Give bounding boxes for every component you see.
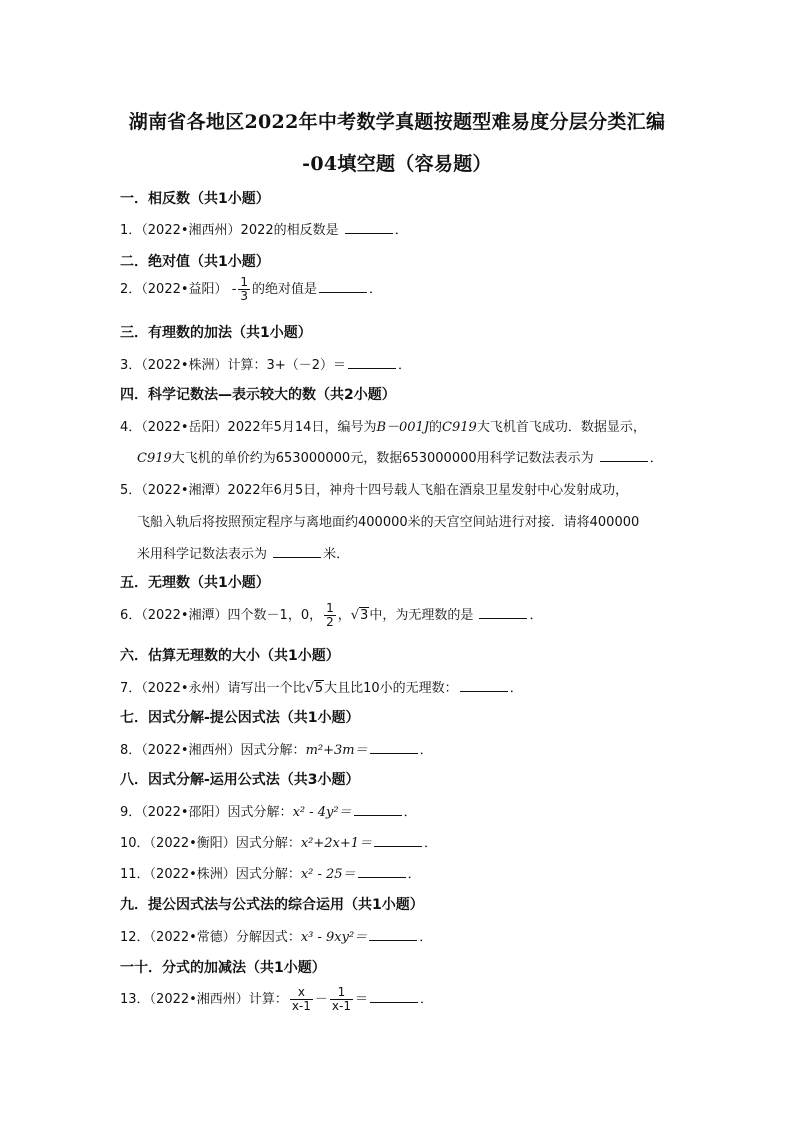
document-title-line1: 湖南省各地区2022年中考数学真题按题型难易度分层分类汇编 xyxy=(128,111,666,133)
separator: ， xyxy=(337,608,351,623)
question-source: （2022•湘西州） xyxy=(149,992,249,1007)
question-text: 因式分解： xyxy=(240,743,306,758)
plane-model: C919 xyxy=(137,451,172,466)
question-text: 因式分解： xyxy=(235,836,301,851)
question-text: 大且比10小的无理数： xyxy=(324,681,458,696)
question-10 xyxy=(120,832,437,851)
question-number: 6． xyxy=(120,608,142,623)
question-text: 因式分解： xyxy=(235,867,301,882)
fraction-numerator: 1 xyxy=(326,601,334,615)
question-5 xyxy=(120,479,628,498)
question-2 xyxy=(120,276,382,303)
question-5-continuation xyxy=(137,543,349,562)
section-heading: 八．因式分解-运用公式法（共3小题） xyxy=(120,772,360,788)
code-text: B－001J xyxy=(376,420,430,435)
square-root: √3 xyxy=(350,608,369,623)
question-text: 请写出一个比 xyxy=(227,681,306,696)
answer-blank[interactable] xyxy=(358,867,406,878)
question-number: 2． xyxy=(120,282,142,297)
fraction-numerator: x xyxy=(290,986,313,1000)
question-3 xyxy=(120,354,411,373)
question-text: 2022年5月14日，编号为 xyxy=(227,420,377,435)
fraction xyxy=(238,276,250,303)
question-number: 10． xyxy=(120,836,150,851)
question-number: 8． xyxy=(120,743,142,758)
minus-sign: - xyxy=(231,282,237,297)
question-source: （2022•湘西州） xyxy=(141,223,241,238)
question-number: 13． xyxy=(120,992,150,1007)
fraction-denominator: x-1 xyxy=(331,999,351,1013)
question-end: ． xyxy=(420,992,434,1007)
question-text: 中，为无理数的是 xyxy=(369,608,474,623)
section-heading: 七．因式分解-提公因式法（共1小题） xyxy=(120,710,360,726)
radicand: 5 xyxy=(314,681,324,696)
question-11 xyxy=(120,863,421,882)
square-root: √5 xyxy=(305,681,324,696)
question-source: （2022•株洲） xyxy=(149,867,236,882)
question-text: 大飞机的单价约为653000000元，数据653000000用科学记数法表示为 xyxy=(171,451,594,466)
question-source: （2022•湘潭） xyxy=(141,483,228,498)
answer-blank[interactable] xyxy=(345,223,393,234)
question-text: 2022年6月5日，神舟十四号载人飞船在酒泉卫星发射中心发射成功， xyxy=(227,483,629,498)
section-heading: 六．估算无理数的大小（共1小题） xyxy=(120,648,340,664)
question-9 xyxy=(120,801,417,820)
radicand: 3 xyxy=(360,608,369,623)
question-text: 分解因式： xyxy=(235,930,301,945)
question-number: 9． xyxy=(120,805,142,820)
question-5-continuation: 飞船入轨后将按照预定程序与离地面约400000米的天宫空间站进行对接．请将400000 xyxy=(137,515,640,530)
question-end: 米． xyxy=(323,547,350,562)
question-number: 7． xyxy=(120,681,142,696)
question-number: 1． xyxy=(120,223,142,238)
question-7 xyxy=(120,677,523,696)
question-number: 3． xyxy=(120,358,142,373)
question-text: 四个数－1，0， xyxy=(227,608,323,623)
math-expression: x²+2x+1＝ xyxy=(300,836,373,851)
question-4-continuation xyxy=(137,447,663,466)
section-heading: 一．相反数（共1小题） xyxy=(120,191,270,207)
question-text: 2022的相反数是 xyxy=(240,223,339,238)
question-source: （2022•衡阳） xyxy=(149,836,236,851)
question-source: （2022•永州） xyxy=(141,681,228,696)
question-source: （2022•株洲） xyxy=(141,358,228,373)
question-end: ． xyxy=(419,743,433,758)
question-source: （2022•湘潭） xyxy=(141,608,228,623)
question-end: ． xyxy=(649,451,663,466)
question-number: 12． xyxy=(120,930,150,945)
question-end: ． xyxy=(369,282,383,297)
fraction xyxy=(324,602,336,629)
question-text: 计算： xyxy=(248,992,288,1007)
section-heading: 三．有理数的加法（共1小题） xyxy=(120,325,312,341)
plane-model: C919 xyxy=(442,420,477,435)
question-source: （2022•邵阳） xyxy=(141,805,228,820)
question-text: 米用科学记数法表示为 xyxy=(137,547,268,562)
question-end: ． xyxy=(509,681,523,696)
answer-blank[interactable] xyxy=(374,836,422,847)
section-heading: 四．科学记数法—表示较大的数（共2小题） xyxy=(120,387,396,403)
question-13 xyxy=(120,986,433,1013)
question-end: ． xyxy=(397,358,411,373)
math-expression: x² - 4y²＝ xyxy=(292,805,352,820)
answer-blank[interactable] xyxy=(600,451,648,462)
question-text: 大飞机首飞成功．数据显示， xyxy=(476,420,646,435)
answer-blank[interactable] xyxy=(460,681,508,692)
fraction-denominator: 2 xyxy=(326,615,334,629)
question-end: ． xyxy=(529,608,543,623)
question-end: ． xyxy=(407,867,421,882)
question-6 xyxy=(120,602,543,629)
question-number: 4． xyxy=(120,420,142,435)
fraction-denominator: x-1 xyxy=(291,999,311,1013)
answer-blank[interactable] xyxy=(319,282,367,293)
answer-blank[interactable] xyxy=(479,608,527,619)
question-1 xyxy=(120,219,408,238)
math-expression: m²+3m＝ xyxy=(305,743,368,758)
question-source: （2022•岳阳） xyxy=(141,420,228,435)
math-expression: x² - 25＝ xyxy=(300,867,356,882)
question-12 xyxy=(120,926,432,945)
question-end: ． xyxy=(424,836,438,851)
question-text: 计算：3+（－2）＝ xyxy=(227,358,346,373)
answer-blank[interactable] xyxy=(348,358,396,369)
answer-blank[interactable] xyxy=(369,930,417,941)
operator: － xyxy=(314,992,328,1007)
question-number: 5． xyxy=(120,483,142,498)
fraction-numerator: 1 xyxy=(240,275,249,289)
section-heading: 九．提公因式法与公式法的综合运用（共1小题） xyxy=(120,897,424,913)
question-4 xyxy=(120,416,646,435)
question-number: 11． xyxy=(120,867,150,882)
question-8 xyxy=(120,739,433,758)
fraction-numerator: 1 xyxy=(330,986,353,1000)
question-source: （2022•益阳） xyxy=(141,282,228,297)
section-heading: 二．绝对值（共1小题） xyxy=(120,254,270,270)
question-text: 因式分解： xyxy=(227,805,293,820)
section-heading: 五．无理数（共1小题） xyxy=(120,575,270,591)
math-expression: x³ - 9xy²＝ xyxy=(300,930,368,945)
answer-blank[interactable] xyxy=(370,992,418,1003)
fraction xyxy=(290,986,313,1013)
fraction xyxy=(330,986,353,1013)
question-end: ． xyxy=(394,223,408,238)
answer-blank[interactable] xyxy=(273,547,321,558)
fraction-denominator: 3 xyxy=(240,289,249,303)
question-text: 的绝对值是 xyxy=(252,282,318,297)
question-source: （2022•湘西州） xyxy=(141,743,241,758)
question-text: 的 xyxy=(429,420,443,435)
question-end: ． xyxy=(419,930,433,945)
section-heading: 一十．分式的加减法（共1小题） xyxy=(120,960,326,976)
answer-blank[interactable] xyxy=(370,743,418,754)
question-source: （2022•常德） xyxy=(149,930,236,945)
answer-blank[interactable] xyxy=(354,805,402,816)
document-title-line2: -04填空题（容易题） xyxy=(302,153,492,175)
question-end: ． xyxy=(403,805,417,820)
equals-sign: ＝ xyxy=(355,992,369,1007)
